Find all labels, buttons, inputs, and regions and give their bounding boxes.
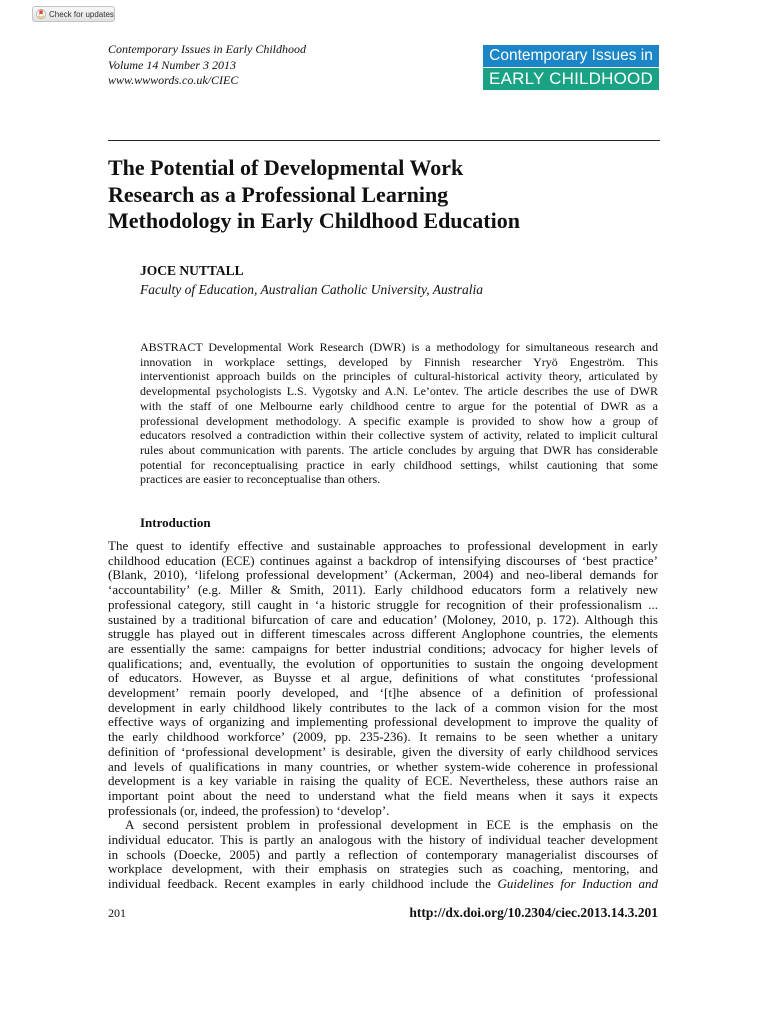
body-line <box>108 877 658 892</box>
header-divider <box>108 140 660 141</box>
journal-running-header <box>108 42 306 89</box>
journal-name: Contemporary Issues in Early Childhood <box>108 42 306 56</box>
abstract-line: innovation in workplace settings, developed by Finnish researcher Yryö Engeström. This <box>140 354 658 369</box>
body-line: in schools (Doecke, 2005) and partly a reflection of contemporary managerialist discourses of <box>108 846 658 862</box>
check-for-updates-button[interactable] <box>32 6 115 22</box>
body-line: sustained by a traditional bifurcation of care and education’ (Moloney, 2010, p. 172). Although this <box>108 611 658 627</box>
crossmark-icon <box>36 9 46 19</box>
body-line: development’ remain poorly developed, and ‘[t]he absence of a definition of professional <box>108 685 658 701</box>
abstract-line: with the staff of one Melbourne early childhood centre to argue for the potential of DWR as a <box>140 398 658 413</box>
body-line: definition of ‘professional development’ is desirable, given the diversity of early childhood services <box>108 743 658 759</box>
paragraph <box>108 539 658 818</box>
body-line: A second persistent problem in professional development in ECE is the emphasis on the <box>125 817 658 833</box>
body-line: struggle has played out in different timescales across different Anglophone countries, the elements <box>108 626 658 642</box>
abstract-line: practices are easier to reconceptualise than others. <box>140 472 381 487</box>
logo-bottom-band: EARLY CHILDHOOD <box>483 68 659 90</box>
abstract-line: interventionist approach builds on the principles of cultural-historical activity theory, articulated by <box>140 369 658 384</box>
body-line: professional category, still caught in ‘a historic struggle for recognition of their professionalism ... <box>108 596 658 612</box>
body-line: workplace development, with their emphasis on strategies such as coaching, mentoring, and <box>108 861 658 877</box>
doi-link[interactable]: http://dx.doi.org/10.2304/ciec.2013.14.3.201 <box>409 905 658 920</box>
journal-logo <box>483 45 659 90</box>
title-line: Research as a Professional Learning <box>108 181 449 207</box>
body-line: childhood education (ECE) continues against a backdrop of intensifying discourses of ‘best practice’ <box>108 552 658 568</box>
paragraph <box>108 818 658 892</box>
author-affiliation: Faculty of Education, Australian Catholic University, Australia <box>140 282 483 297</box>
body-line: development is a key variable in raising the quality of ECE. Nevertheless, these authors raise an <box>108 773 658 789</box>
body-line: ‘accountability’ (e.g. Miller & Smith, 2011). Early childhood educators form a relatively new <box>108 582 658 598</box>
body-line: qualifications; and, eventually, the evolution of opportunities to sustain the ongoing development <box>108 655 658 671</box>
italic-document-title: Guidelines for Induction and <box>497 876 659 892</box>
abstract-line: potential for reconceptualising practice in early childhood settings, whilst cautioning that some <box>140 457 658 472</box>
title-line: Methodology in Early Childhood Education <box>108 208 520 233</box>
page-number: 201 <box>108 906 126 920</box>
abstract-line-text: Developmental Work Research (DWR) is a methodology for simultaneous research and <box>208 340 659 354</box>
abstract-line: developmental psychologists L.S. Vygotsky and A.N. Le’ontev. The article describes the use of DWR <box>140 384 658 399</box>
body-line: The quest to identify effective and sustainable approaches to professional development in early <box>108 538 658 553</box>
abstract-line: rules about communication with parents. The article concludes by arguing that DWR has considerable <box>140 442 658 457</box>
body-line: development in early childhood likely contributes to the lack of a common vision for the most <box>108 699 658 715</box>
abstract <box>140 340 658 487</box>
body-line: professionals (or, indeed, the profession) to ‘develop’. <box>108 802 390 818</box>
body-line: and levels of qualifications in many countries, or whether system-wide coherence in professional <box>108 758 658 774</box>
body-line: effective ways of organizing and implementing professional development to improve the quality of <box>108 714 658 730</box>
section-heading-introduction: Introduction <box>140 515 211 530</box>
introduction-body <box>108 539 658 892</box>
abstract-label: ABSTRACT <box>140 340 203 354</box>
body-line-text: individual feedback. Recent examples in early childhood include the <box>108 876 491 892</box>
abstract-line: educators resolved a contradiction within their collective system of activity, related to implicit cultural <box>140 428 658 443</box>
body-line: of educators. However, as Buysse et al argue, definitions of what constitutes ‘professional <box>108 670 658 686</box>
body-line: (Blank, 2010), ‘lifelong professional development’ (Ackerman, 2004) and neo-liberal demands for <box>108 567 658 583</box>
body-line: the early childhood workforce’ (2009, pp. 235-236). It remains to be seen whether a unitary <box>108 729 658 745</box>
author-name: JOCE NUTTALL <box>140 263 244 278</box>
title-line: The Potential of Developmental Work <box>108 155 464 180</box>
journal-website: www.wwwords.co.uk/CIEC <box>108 73 239 87</box>
abstract-line: professional development methodology. A specific example is provided to show how a group of <box>140 413 658 428</box>
abstract-line <box>140 340 658 355</box>
check-for-updates-label: Check for updates <box>49 9 114 19</box>
body-line: are essentially the same: campaigns for better industrial conditions; advocacy for higher levels of <box>108 640 658 656</box>
article-title <box>108 155 520 235</box>
body-line: important point about the need to understand what the field means when it says it expects <box>108 787 658 803</box>
volume-issue: Volume 14 Number 3 2013 <box>108 57 236 72</box>
body-line: individual educator. This is partly an analogous with the history of individual teacher development <box>108 832 658 848</box>
logo-top-band: Contemporary Issues in <box>483 45 659 67</box>
